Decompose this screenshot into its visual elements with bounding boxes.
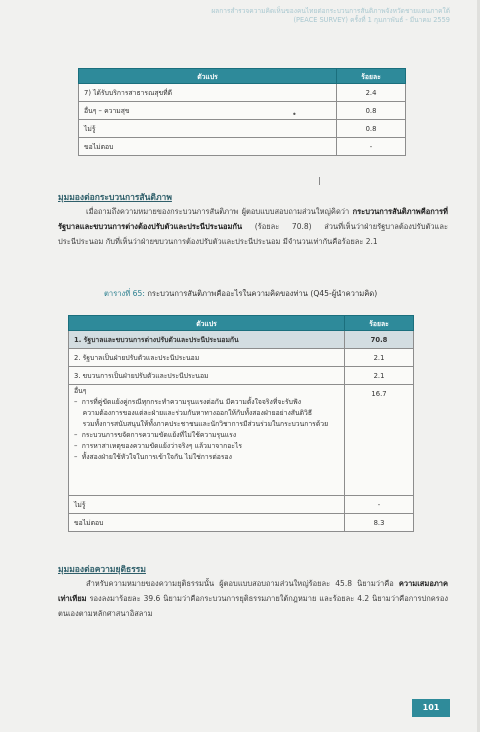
row-label: 1. รัฐบาลและขบวนการต่างปรับตัวและประนีประนอมกัน	[69, 331, 345, 349]
row-value: -	[337, 138, 406, 156]
header-line-2: (PEACE SURVEY) ครั้งที่ 1 กุมภาพันธ์ - มีนาคม 2559	[293, 16, 450, 24]
row-value: 0.8	[337, 120, 406, 138]
table-row	[69, 514, 414, 532]
paragraph-bold-text: กระบวนการสันติภาพคือการที่รัฐบาลและขบวนการต่างต้องปรับตัวและประนีประนอมกัน	[58, 207, 448, 232]
row-value: -	[345, 496, 414, 514]
col-percent: ร้อยละ	[337, 69, 406, 84]
paragraph-text: เมื่อถามถึงความหมายของกระบวนการสันติภาพ ผู้ตอบแบบสอบถามส่วนใหญ่คิดว่า	[86, 207, 350, 216]
row-label: ไม่รู้	[69, 496, 345, 514]
row-value: 0.8	[337, 102, 406, 120]
row-other-detail	[69, 385, 345, 496]
page-number: 101	[412, 699, 450, 717]
table-header-row	[69, 316, 414, 331]
table-row	[69, 349, 414, 367]
paragraph-text-rest: (ร้อยละ 70.8) ส่วนที่เห็นว่าฝ่ายรัฐบาลต้องปรับตัวและประนีประนอม กับที่เห็นว่าฝ่ายขบวนการต้องปรับตัวและประนีประนอม มีจำนวนเท่ากันคือร้อยละ 2.1	[58, 222, 448, 247]
table-65	[68, 315, 414, 532]
table-row	[79, 138, 406, 156]
other-item: – ทั้งสองฝ่ายใช้หัวใจในการเข้าใจกัน ไม่ใช่การต่อรอง	[74, 453, 232, 461]
other-item: – กระบวนการขจัดการความขัดแย้งที่ไม่ใช้ความรุนแรง	[74, 431, 237, 439]
row-value: 2.4	[337, 84, 406, 102]
stray-dot-mark: •	[292, 110, 297, 119]
table-row	[79, 84, 406, 102]
table-continued	[78, 68, 406, 156]
row-value: 16.7	[345, 385, 414, 496]
col-variable: ตัวแปร	[79, 69, 337, 84]
running-header	[150, 7, 450, 25]
other-item: – การที่คู่ขัดแย้งคู่กรณีทุกกระทำความรุนแรงต่อกัน มีความตั้งใจจริงที่จะรับฟัง	[74, 398, 302, 406]
section-heading-justice: มุมมองต่อความยุติธรรม	[58, 565, 146, 575]
row-label: ขอไม่ตอบ	[79, 138, 337, 156]
table-caption-text: กระบวนการสันติภาพคืออะไรในความคิดของท่าน (Q45-ผู้นำความคิด)	[147, 289, 378, 298]
stray-bar-mark: |	[318, 176, 321, 185]
other-item: ความต้องการของแต่ละฝ่ายและร่วมกันหาทางออกให้กับทั้งสองฝ่ายอย่างสันติวิธี	[74, 409, 312, 417]
table-row	[69, 496, 414, 514]
section-heading-peace-process: มุมมองต่อกระบวนการสันติภาพ	[58, 193, 172, 203]
col-percent: ร้อยละ	[345, 316, 414, 331]
other-item: รวมทั้งการสนับสนุนให้ทั้งภาคประชาชนและนักวิชาการมีส่วนร่วมในกระบวนการด้วย	[74, 420, 329, 428]
other-label: อื่นๆ	[74, 387, 87, 395]
paragraph-text: สำหรับความหมายของความยุติธรรมนั้น ผู้ตอบแบบสอบถามส่วนใหญ่ร้อยละ 45.8 นิยามว่าคือ	[86, 579, 394, 588]
row-value: 8.3	[345, 514, 414, 532]
table-row-highlight	[69, 331, 414, 349]
table-row	[79, 120, 406, 138]
table-row-other	[69, 385, 414, 496]
row-value: 70.8	[345, 331, 414, 349]
row-label: 2. รัฐบาลเป็นฝ่ายปรับตัวและประนีประนอม	[69, 349, 345, 367]
row-label: 7) ได้รับบริการสาธารณสุขที่ดี	[79, 84, 337, 102]
paragraph-peace-process	[58, 204, 448, 250]
row-label: ขอไม่ตอบ	[69, 514, 345, 532]
row-label: ไม่รู้	[79, 120, 337, 138]
row-value: 2.1	[345, 367, 414, 385]
paragraph-bold-text: ความเสมอภาคเท่าเทียม	[58, 579, 448, 604]
table-header-row	[79, 69, 406, 84]
row-label: 3. ขบวนการเป็นฝ่ายปรับตัวและประนีประนอม	[69, 367, 345, 385]
row-label: อื่นๆ – ความสุข	[79, 102, 337, 120]
paragraph-justice	[58, 576, 448, 622]
row-value: 2.1	[345, 349, 414, 367]
table-caption	[104, 288, 377, 300]
header-line-1: ผลการสำรวจความคิดเห็นของคนไทยต่อกระบวนการสันติภาพจังหวัดชายแดนภาคใต้	[211, 7, 450, 15]
other-item: – การหาสาเหตุของความขัดแย้งว่าจริงๆ แล้วมาจากอะไร	[74, 442, 243, 450]
col-variable: ตัวแปร	[69, 316, 345, 331]
paragraph-text-rest: รองลงมาร้อยละ 39.6 นิยามว่าคือกระบวนการยุติธรรมภายใต้กฎหมาย และร้อยละ 4.2 นิยามว่าคือการปกครองตนเองตามหลักศาสนาอิสลาม	[58, 594, 448, 619]
table-row	[79, 102, 406, 120]
table-caption-label: ตารางที่ 65:	[104, 289, 145, 298]
table-row	[69, 367, 414, 385]
